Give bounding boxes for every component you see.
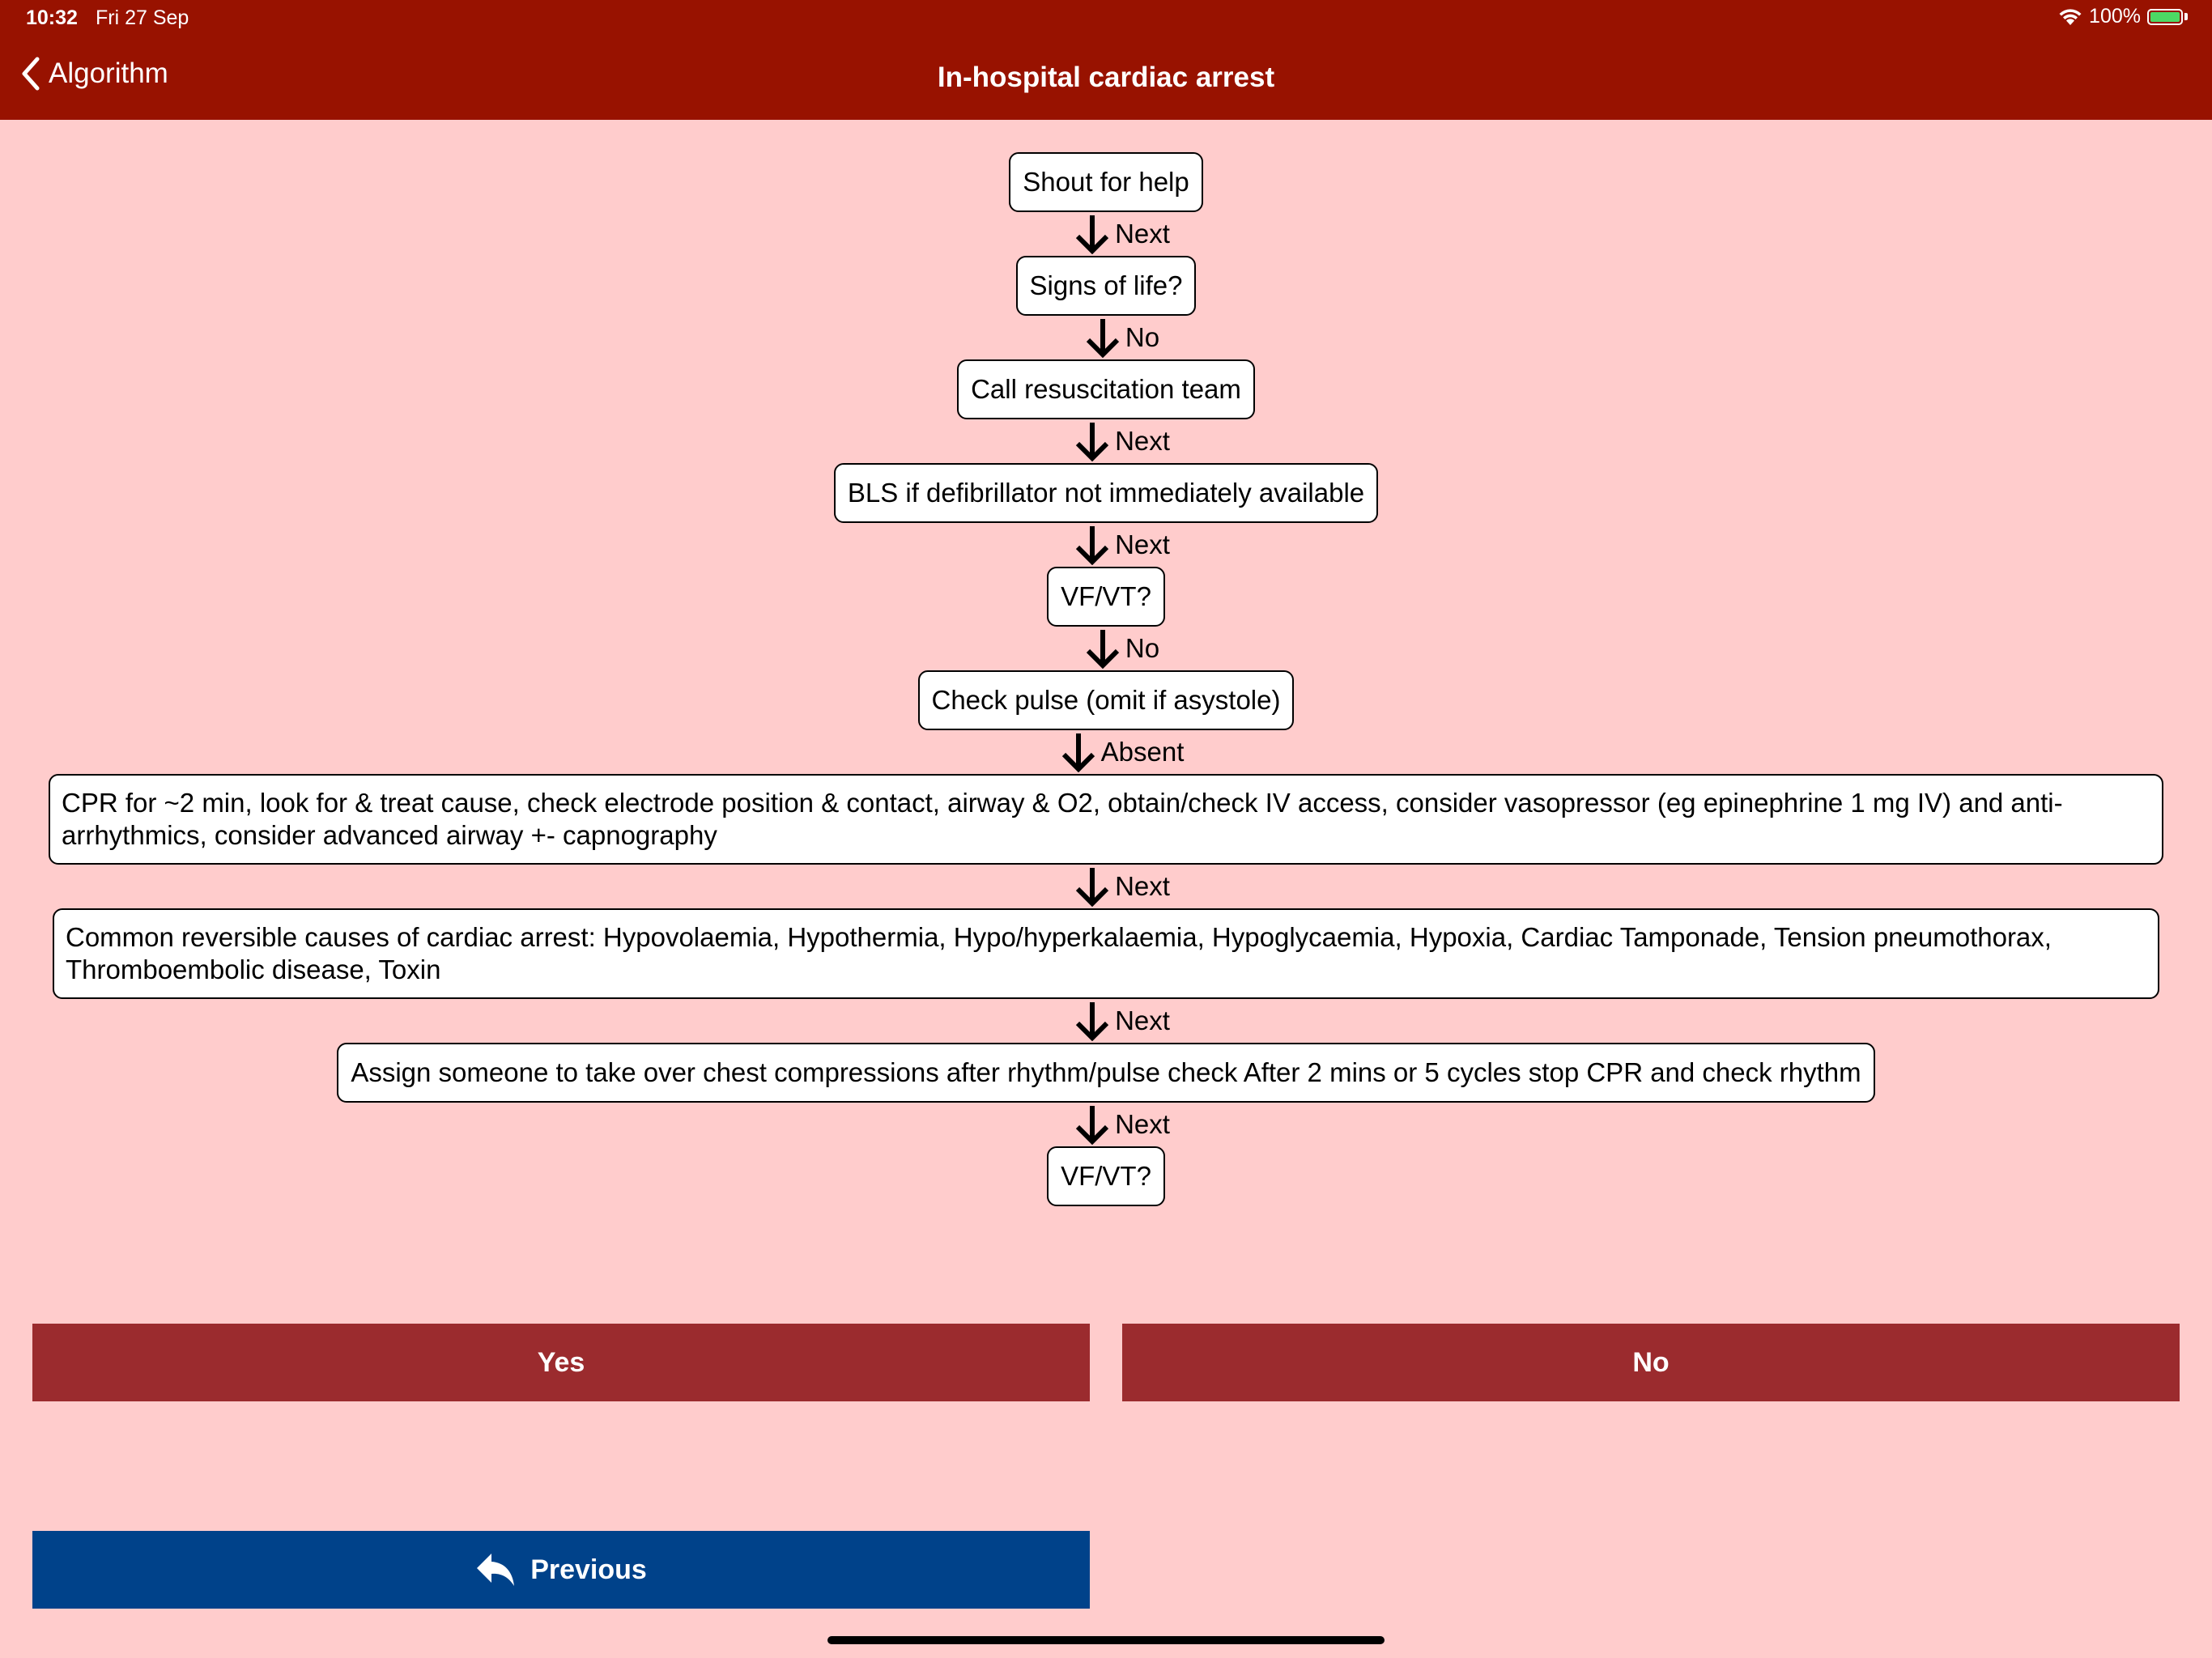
reply-arrow-icon <box>475 1552 516 1588</box>
flow-connector <box>1074 999 1170 1043</box>
connector-label: No <box>1125 322 1160 352</box>
flow-step: Shout for help <box>1009 152 1202 212</box>
flow-step: VF/VT? <box>1047 567 1165 627</box>
flow-connector <box>1074 523 1170 567</box>
home-indicator[interactable] <box>827 1636 1385 1644</box>
arrow-down-icon <box>1085 317 1121 358</box>
algorithm-flowchart <box>0 152 2212 1206</box>
navigation-header <box>0 0 2212 120</box>
arrow-down-icon <box>1074 1001 1110 1041</box>
previous-button-label: Previous <box>530 1554 647 1585</box>
flow-step: Assign someone to take over chest compressions after rhythm/pulse check After 2 mins or 5 cycles stop CPR and check rhythm <box>337 1043 1874 1103</box>
back-label: Algorithm <box>49 57 168 89</box>
flow-step: VF/VT? <box>1047 1146 1165 1206</box>
yes-button[interactable] <box>32 1324 1090 1401</box>
connector-label: Next <box>1115 219 1170 249</box>
page-title: In-hospital cardiac arrest <box>937 62 1275 93</box>
flow-connector <box>1074 865 1170 908</box>
arrow-down-icon <box>1074 1104 1110 1145</box>
wifi-icon <box>2058 8 2082 26</box>
connector-label: Next <box>1115 529 1170 559</box>
flow-connector <box>1074 1103 1170 1146</box>
flow-step: Check pulse (omit if asystole) <box>918 670 1295 730</box>
flow-connector <box>1061 730 1185 774</box>
arrow-down-icon <box>1074 525 1110 565</box>
status-time: 10:32 <box>26 6 78 29</box>
flow-connector <box>1074 212 1170 256</box>
no-button-label: No <box>1632 1346 1670 1378</box>
connector-label: Next <box>1115 871 1170 901</box>
no-button[interactable] <box>1122 1324 2180 1401</box>
battery-icon <box>2147 9 2183 25</box>
previous-button[interactable] <box>32 1531 1090 1609</box>
connector-label: Next <box>1115 426 1170 456</box>
arrow-down-icon <box>1085 628 1121 669</box>
battery-tip <box>2184 13 2188 20</box>
connector-label: Next <box>1115 1109 1170 1139</box>
arrow-down-icon <box>1074 866 1110 907</box>
flow-step: BLS if defibrillator not immediately available <box>834 463 1378 523</box>
connector-label: No <box>1125 633 1160 663</box>
connector-label: Absent <box>1100 737 1185 767</box>
flow-step: Common reversible causes of cardiac arrest: Hypovolaemia, Hypothermia, Hypo/hyperkalaemia, Hypoglycaemia, Hypoxia, Cardiac Tamponade, Tension pneumothorax, Thromboembolic disease, Toxin <box>53 908 2159 999</box>
status-date: Fri 27 Sep <box>96 6 189 29</box>
battery-percent: 100% <box>2089 5 2141 28</box>
flow-connector <box>1085 316 1159 359</box>
arrow-down-icon <box>1074 214 1110 254</box>
connector-label: Next <box>1115 1005 1170 1035</box>
flow-connector <box>1074 419 1170 463</box>
flow-step: Call resuscitation team <box>957 359 1255 419</box>
flow-connector <box>1085 627 1159 670</box>
flow-step: CPR for ~2 min, look for & treat cause, check electrode position & contact, airway & O2, obtain/check IV access, consider vasopressor (eg epinephrine 1 mg IV) and anti-arrhythmics, consider advanced airway +- capnography <box>49 774 2163 865</box>
arrow-down-icon <box>1061 732 1096 772</box>
yes-button-label: Yes <box>537 1346 585 1378</box>
flow-step: Signs of life? <box>1016 256 1197 316</box>
arrow-down-icon <box>1074 421 1110 461</box>
status-indicators <box>2058 5 2188 28</box>
